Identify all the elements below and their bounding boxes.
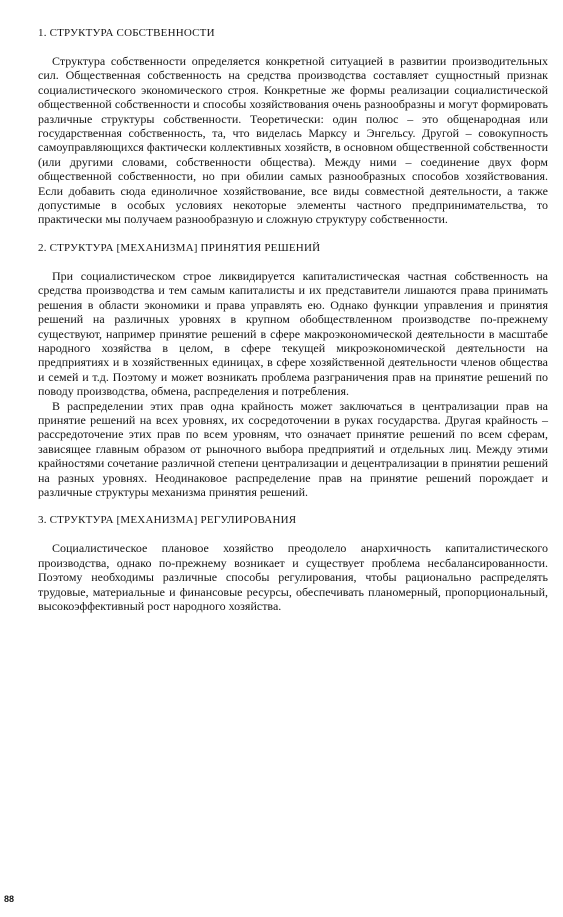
paragraph: В распределении этих прав одна крайность может заключаться в централизации прав на принятие решений на всех уровнях, их сосредоточении в руках государства. Другая крайность – рассредоточение этих прав по всем уровням, что означает принятие решений по всем сферам, зависящее главным образом от рыночного выбора предприятий и отдельных лиц. Между этими крайностями сочетание различной степени централизации и децентрализации в принятии решений на разных уровнях. Неодинаковое распределение прав на принятие решений порождает и различные структуры механизма принятия решений. bbox=[38, 398, 548, 499]
paragraph: Социалистическое плановое хозяйство преодолело анархичность капиталистического производства, однако по-прежнему возникает и существует проблема несбалансированности. Поэтому необходимы различные способы регулирования, чтобы рационально распределять трудовые, материальные и финансовые ресурсы, обеспечивать планомерный, пропорциональный, высокоэффективный рост народного хозяйства. bbox=[38, 541, 548, 613]
section-heading: 1. СТРУКТУРА СОБСТВЕННОСТИ bbox=[38, 27, 215, 39]
paragraph: При социалистическом строе ликвидируется капиталистическая частная собственность на средства производства и тем самым капиталисты и их представители лишаются права принимать решения в области экономики и права управлять ею. Однако функции управления и принятия решений на различных уровнях в крупном обобществленном производстве по-прежнему существуют, например принятие решений в сфере макроэкономической деятельности в масштабе народного хозяйства в целом, в сфере текущей микроэкономической деятельности на предприятиях и в хозяйственных единицах, в сфере хозяйственной деятельности членов общества и семей и т.д. Поэтому и может возникать проблема разграничения прав на принятие решений по поводу производства, обмена, распределения и потребления. bbox=[38, 268, 548, 399]
paragraph: Структура собственности определяется конкретной ситуацией в развитии производительных сил. Общественная собственность на средства производства составляет сущностный признак социалистического экономического строя. Конкретные же формы реализации социалистической общественной собственности и способы хозяйствования очень разнообразны и могут формировать различные структуры собственности. Теоретически: один полюс – это общенародная или государственная собственность, та, что виделась Марксу и Энгельсу. Другой – совокупность самоуправляющихся фактически коллективных хозяйств, в основном общественной собственности (или другими словами, собственности общества). Между ними – соединение двух форм общественной собственности, но при обилии самых разнообразных способов хозяйствования. Если добавить сюда единоличное хозяйствование, все виды совместной деятельности, а также допустимые в особых условиях некоторые элементы частного предпринимательства, то практически мы получаем разнообразную и сложную структуру собственности. bbox=[38, 54, 548, 227]
page-number: 88 bbox=[4, 894, 15, 904]
section-2 bbox=[38, 241, 548, 500]
page-body bbox=[38, 26, 548, 613]
section-heading: 3. СТРУКТУРА [МЕХАНИЗМА] РЕГУЛИРОВАНИЯ bbox=[38, 514, 297, 527]
section-1 bbox=[38, 26, 548, 227]
section-3 bbox=[38, 513, 548, 613]
section-heading: 2. СТРУКТУРА [МЕХАНИЗМА] ПРИНЯТИЯ РЕШЕНИЙ bbox=[38, 241, 321, 254]
